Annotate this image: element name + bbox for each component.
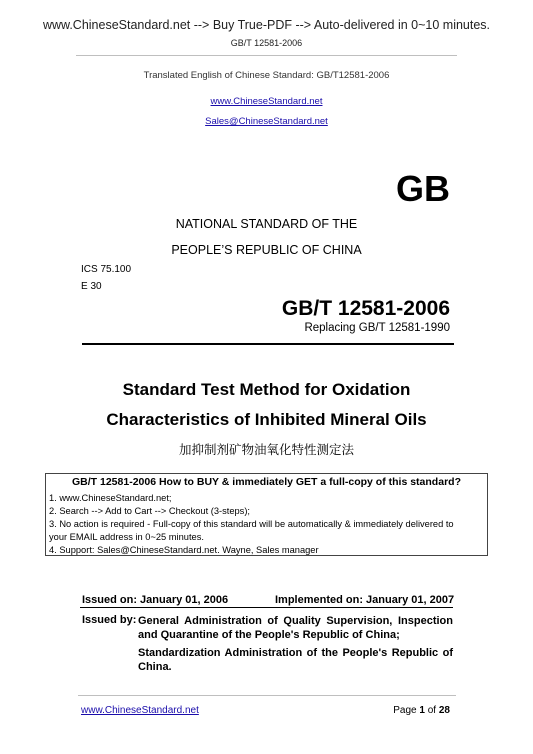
email-link[interactable]: Sales@ChineseStandard.net: [205, 116, 328, 127]
page-prefix: Page: [393, 705, 420, 716]
how-to-buy-heading: GB/T 12581-2006 How to BUY & immediately GET a full-copy of this standard?: [72, 476, 461, 488]
replacing-note: Replacing GB/T 12581-1990: [304, 322, 450, 334]
footer-divider: [78, 695, 456, 696]
gb-logo: GB: [396, 168, 450, 209]
website-link[interactable]: www.ChineseStandard.net: [210, 96, 323, 107]
page-total: 28: [438, 705, 450, 716]
buy-step-3-cont: your EMAIL address in 0~25 minutes.: [49, 532, 204, 542]
issuer-org-2: Standardization Administration of the People's Republic of China.: [138, 647, 453, 673]
translation-label: Translated English of Chinese Standard: GB/T12581-2006: [143, 70, 390, 81]
issued-by-label: Issued by:: [82, 614, 137, 626]
page-current: 1: [419, 705, 425, 716]
document-title-line-2: Characteristics of Inhibited Mineral Oils: [106, 410, 427, 429]
page-number: [393, 705, 450, 716]
ics-code: ICS 75.100: [81, 264, 132, 275]
email-link-wrapper: [0, 111, 533, 129]
page-of: of: [424, 705, 439, 716]
document-title-line-1: Standard Test Method for Oxidation: [122, 380, 411, 399]
buy-step-1: 1. www.ChineseStandard.net;: [49, 493, 172, 503]
buy-step-2: 2. Search --> Add to Cart --> Checkout (3-steps);: [49, 506, 250, 516]
issued-date: Issued on: January 01, 2006: [82, 594, 229, 606]
national-standard-line-1: NATIONAL STANDARD OF THE: [175, 217, 358, 231]
implemented-date: Implemented on: January 01, 2007: [275, 594, 455, 606]
header-standard-code: GB/T 12581-2006: [230, 38, 303, 48]
national-standard-line-2: PEOPLE’S REPUBLIC OF CHINA: [171, 243, 362, 257]
standard-number: GB/T 12581-2006: [281, 297, 450, 320]
footer-website-link[interactable]: www.ChineseStandard.net: [81, 705, 199, 716]
buy-step-4: 4. Support: Sales@ChineseStandard.net. Wayne, Sales manager: [49, 545, 319, 555]
buy-step-3: 3. No action is required - Full-copy of this standard will be automatically & immediately delivered to: [49, 519, 454, 529]
chinese-title: 加抑制剂矿物油氧化特性测定法: [178, 443, 354, 457]
classification-code: E 30: [81, 281, 102, 292]
issuer-org-1: General Administration of Quality Supervision, Inspection and Quarantine of the People's Republic of China;: [138, 615, 453, 641]
top-banner-text: www.ChineseStandard.net --> Buy True-PDF --> Auto-delivered in 0~10 minutes.: [42, 18, 491, 32]
website-link-wrapper: [0, 91, 533, 109]
header-divider: [76, 55, 457, 56]
dates-divider: [80, 607, 453, 608]
how-to-buy-box: [45, 473, 488, 556]
title-divider: [82, 343, 454, 345]
